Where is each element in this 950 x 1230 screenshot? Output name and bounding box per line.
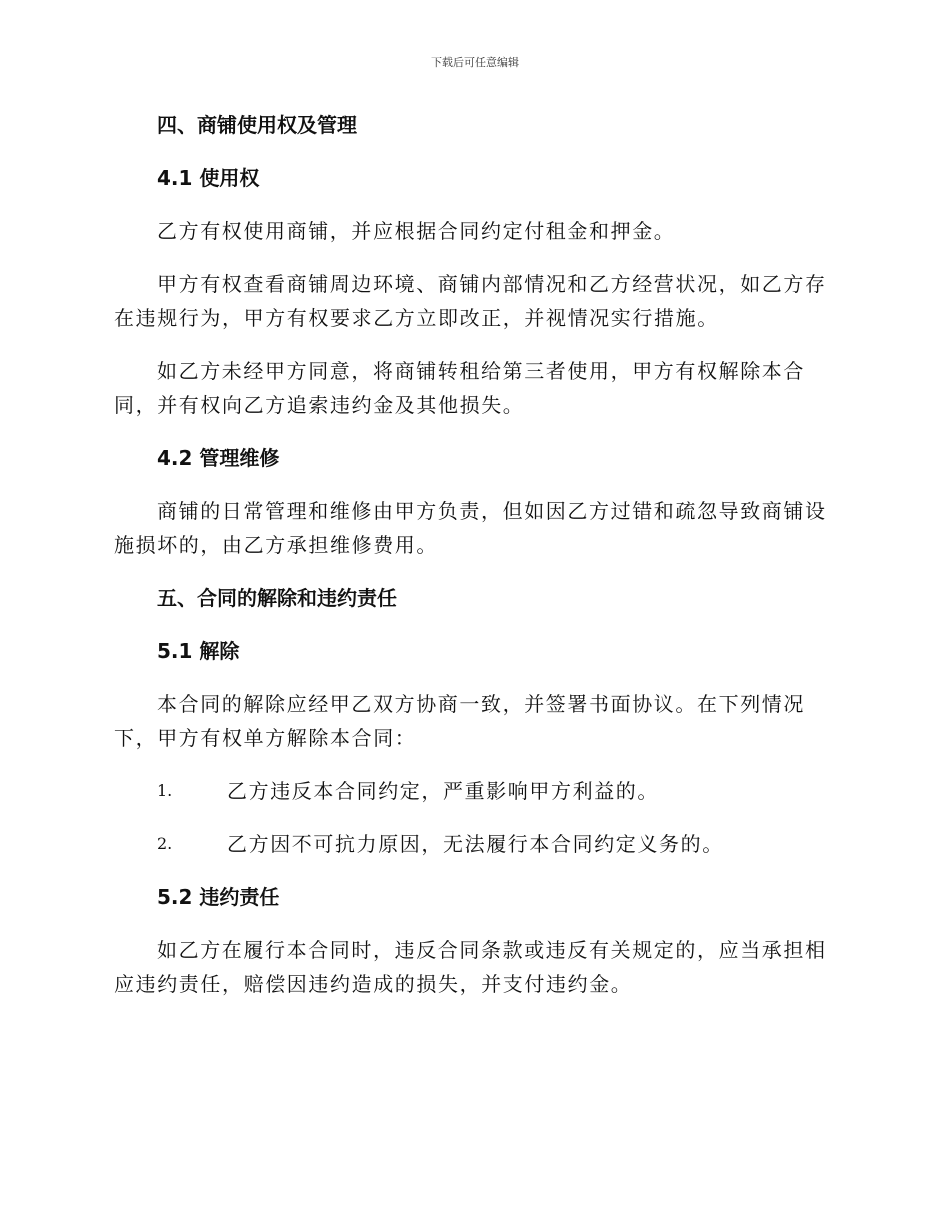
paragraph-line: 施损坏的，由乙方承担维修费用。 — [114, 533, 438, 557]
section-4-1-paragraph-3 — [114, 354, 834, 422]
paragraph-line: 本合同的解除应经甲乙双方协商一致，并签署书面协议。在下列情况 — [157, 692, 805, 716]
section-5-2-paragraph-1 — [114, 933, 834, 1001]
paragraph-line: 如乙方未经甲方同意，将商铺转租给第三者使用，甲方有权解除本合 — [157, 359, 805, 383]
list-item-text: 乙方违反本合同约定，严重影响甲方利益的。 — [227, 779, 659, 803]
list-item-text: 乙方因不可抗力原因，无法履行本合同约定义务的。 — [227, 832, 724, 856]
section-4-1-paragraph-2 — [114, 267, 834, 335]
paragraph-line: 甲方有权查看商铺周边环境、商铺内部情况和乙方经营状况，如乙方存 — [157, 272, 827, 296]
section-4-2-paragraph-1 — [114, 494, 834, 562]
section-4-2-title: 4.2 管理维修 — [157, 446, 280, 470]
section-4-title: 四、商铺使用权及管理 — [157, 113, 357, 137]
section-5-1-title: 5.1 解除 — [157, 639, 240, 663]
paragraph-line: 乙方有权使用商铺，并应根据合同约定付租金和押金。 — [157, 219, 676, 243]
section-4-1-title: 4.1 使用权 — [157, 166, 260, 190]
list-item-number: 2. — [157, 834, 173, 853]
list-item-number: 1. — [157, 781, 173, 800]
paragraph-line: 同，并有权向乙方追索违约金及其他损失。 — [114, 393, 525, 417]
section-5-1-paragraph-1 — [114, 687, 834, 755]
section-5-2-title: 5.2 违约责任 — [157, 885, 280, 909]
list-item — [114, 774, 834, 808]
paragraph-line: 下，甲方有权单方解除本合同： — [114, 726, 417, 750]
paragraph-line: 在违规行为，甲方有权要求乙方立即改正，并视情况实行措施。 — [114, 306, 719, 330]
list-item — [114, 827, 834, 861]
section-4-1-paragraph-1 — [114, 214, 834, 248]
paragraph-line: 如乙方在履行本合同时，违反合同条款或违反有关规定的，应当承担相 — [157, 938, 827, 962]
section-5-title: 五、合同的解除和违约责任 — [157, 586, 397, 610]
paragraph-line: 应违约责任，赔偿因违约造成的损失，并支付违约金。 — [114, 972, 633, 996]
page-header: 下载后可任意编辑 — [431, 56, 519, 69]
document-body — [114, 108, 834, 1020]
paragraph-line: 商铺的日常管理和维修由甲方负责，但如因乙方过错和疏忽导致商铺设 — [157, 499, 827, 523]
